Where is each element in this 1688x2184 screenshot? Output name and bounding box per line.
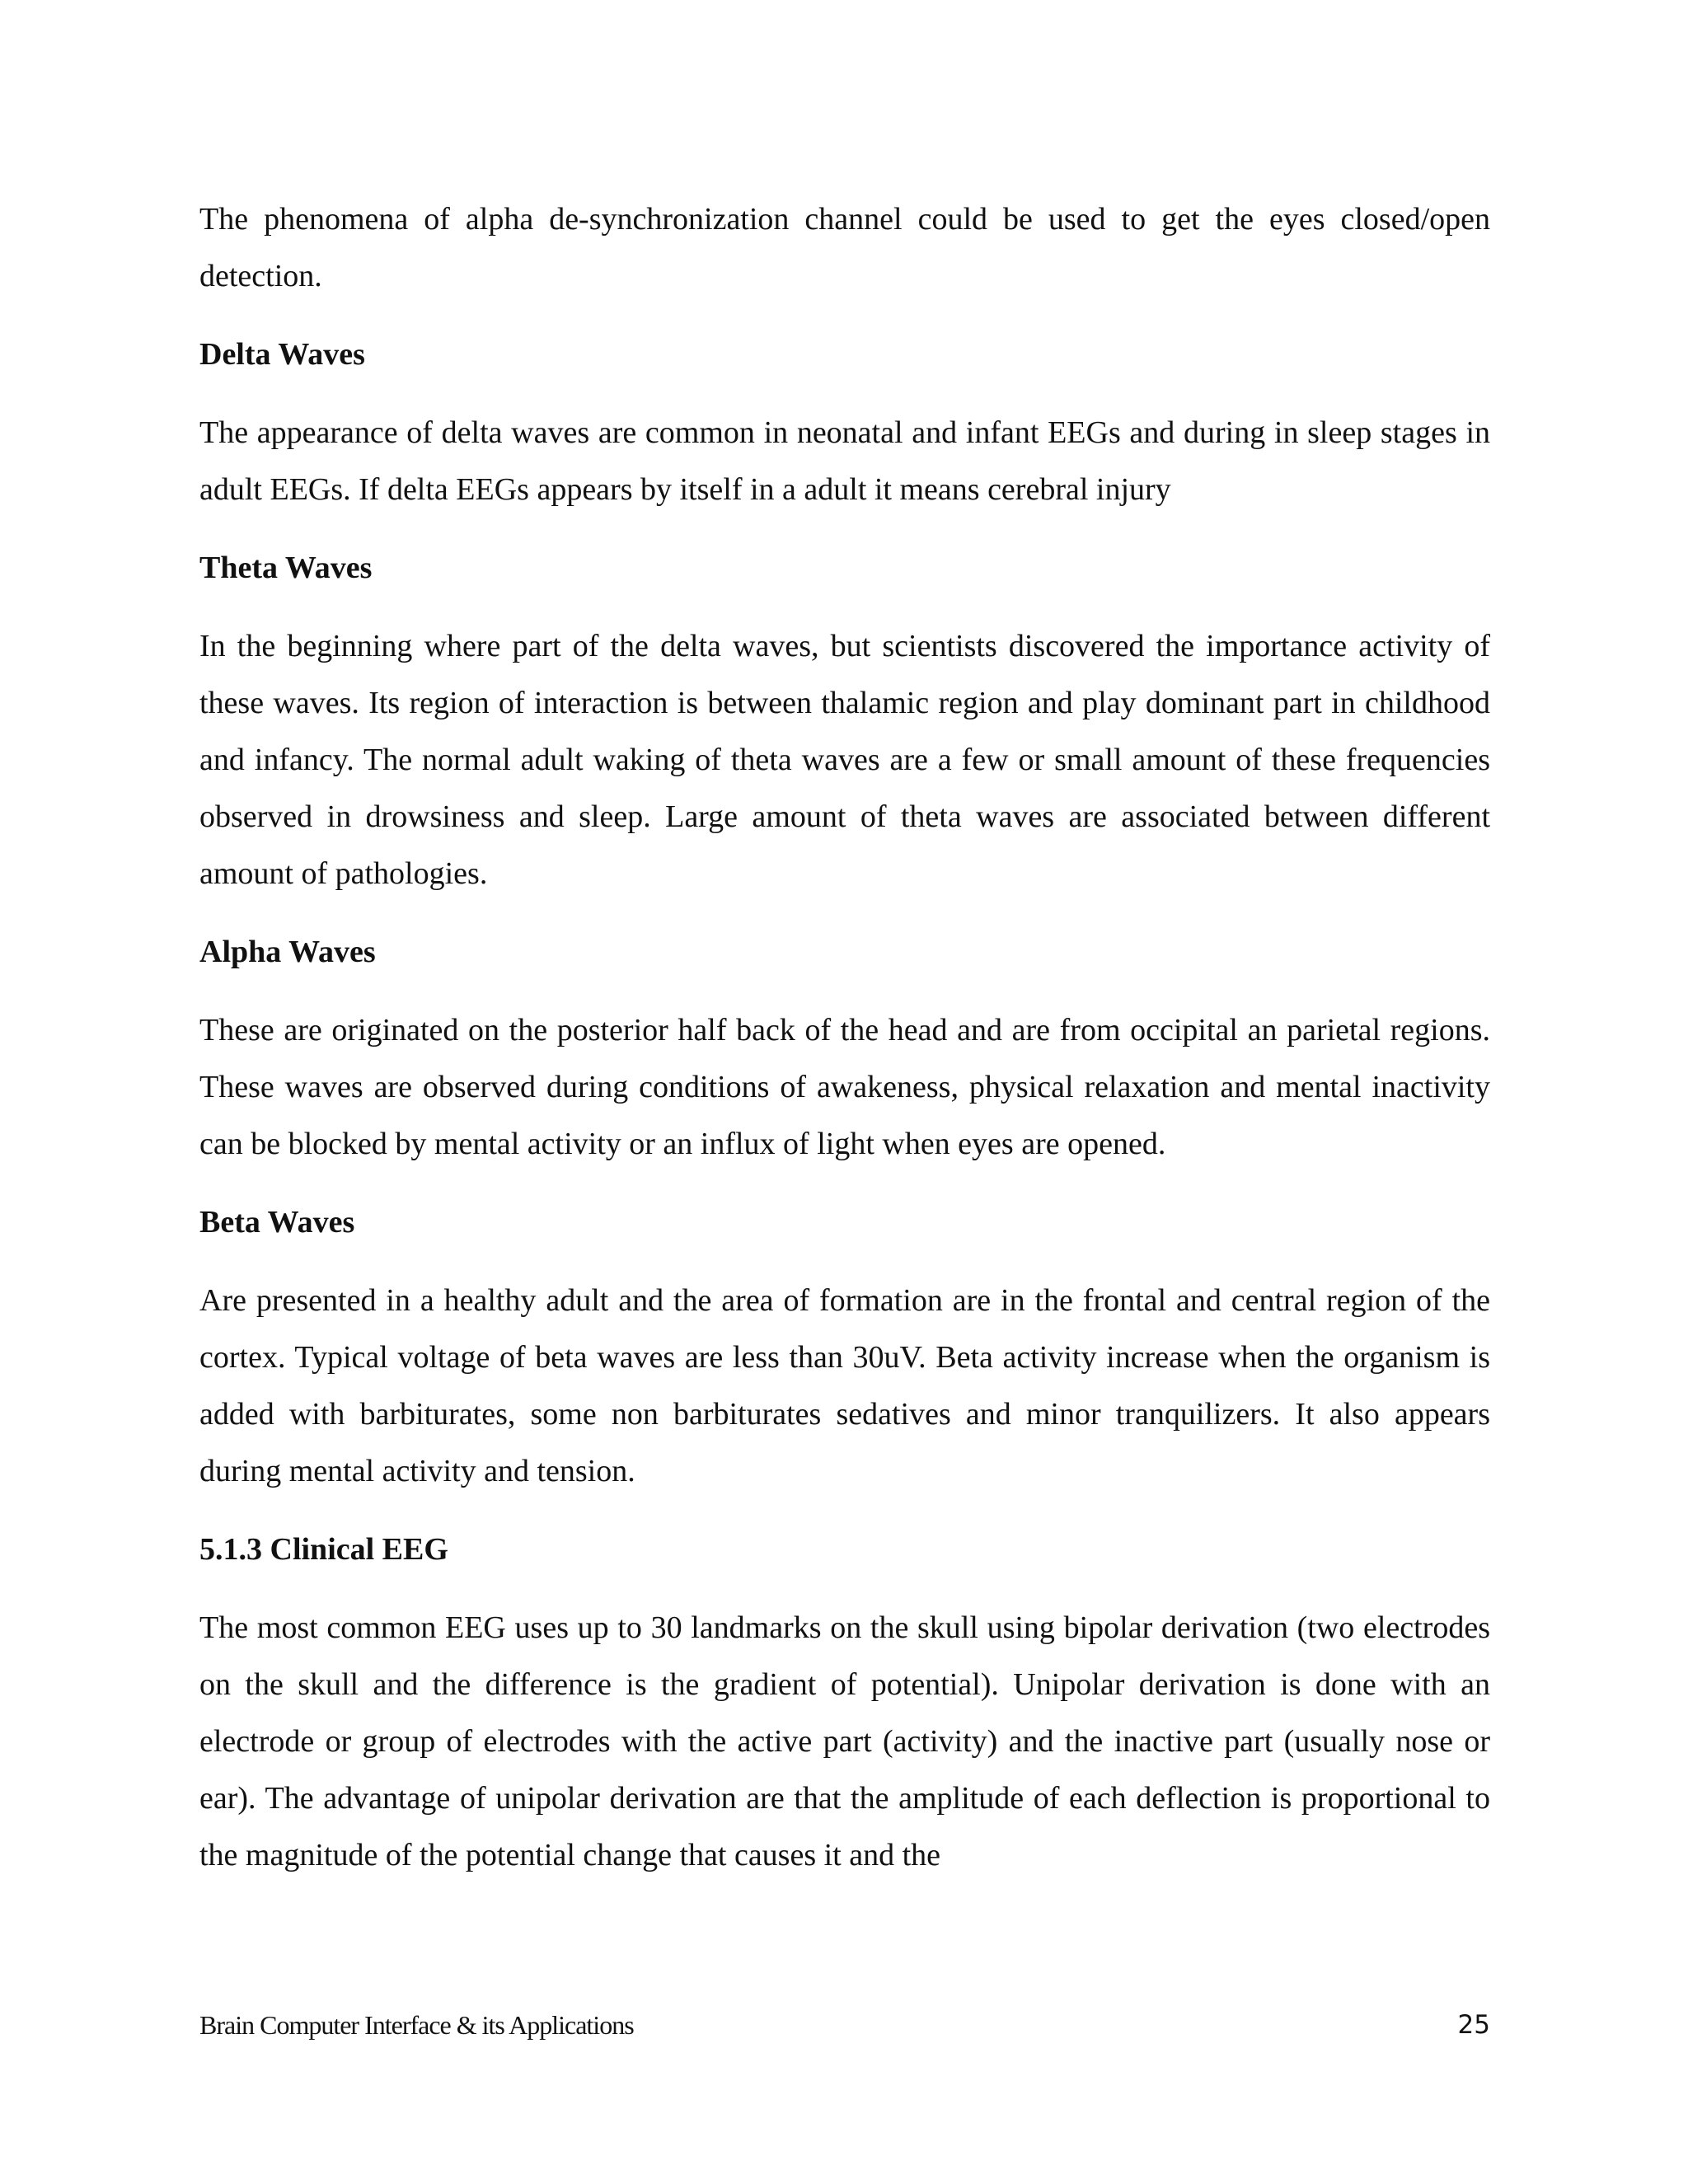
delta-waves-heading: Delta Waves (199, 337, 365, 372)
alpha-waves-heading: Alpha Waves (199, 935, 376, 969)
theta-waves-paragraph: In the beginning where part of the delta waves, but scientists discovered the importance activity of these waves. Its region of interaction is between thalamic region and play dominant part in childhood and infancy. The normal adult waking of theta waves are a few or small amount of these frequencies observed in drowsiness and sleep. Large amount of theta waves are associated between different amount of pathologies. (199, 629, 1490, 891)
clinical-eeg-heading: 5.1.3 Clinical EEG (199, 1532, 448, 1567)
delta-waves-paragraph: The appearance of delta waves are common in neonatal and infant EEGs and during in sleep stages in adult EEGs. If delta EEGs appears by itself in a adult it means cerebral injury (199, 415, 1490, 507)
page-number: 25 (1457, 2010, 1490, 2040)
page-body (199, 191, 1490, 1905)
page-footer (199, 2004, 1490, 2046)
alpha-waves-paragraph: These are originated on the posterior half back of the head and are from occipital an parietal regions. These waves are observed during conditions of awakeness, physical relaxation and mental inactivity can be blocked by mental activity or an influx of light when eyes are opened. (199, 1013, 1490, 1161)
intro-paragraph: The phenomena of alpha de-synchronization channel could be used to get the eyes closed/open detection. (199, 202, 1490, 293)
footer-title: Brain Computer Interface & its Applications (199, 2009, 634, 2040)
beta-waves-heading: Beta Waves (199, 1205, 355, 1240)
theta-waves-heading: Theta Waves (199, 551, 373, 585)
clinical-eeg-paragraph: The most common EEG uses up to 30 landmarks on the skull using bipolar derivation (two electrodes on the skull and the difference is the gradient of potential). Unipolar derivation is done with an electrode or group of electrodes with the active part (activity) and the inactive part (usually nose or ear). The advantage of unipolar derivation are that the amplitude of each deflection is proportional to the magnitude of the potential change that causes it and the (199, 1610, 1490, 1872)
beta-waves-paragraph: Are presented in a healthy adult and the area of formation are in the frontal and central region of the cortex. Typical voltage of beta waves are less than 30uV. Beta activity increase when the organism is added with barbiturates, some non barbiturates sedatives and minor tranquilizers. It also appears during mental activity and tension. (199, 1283, 1490, 1488)
